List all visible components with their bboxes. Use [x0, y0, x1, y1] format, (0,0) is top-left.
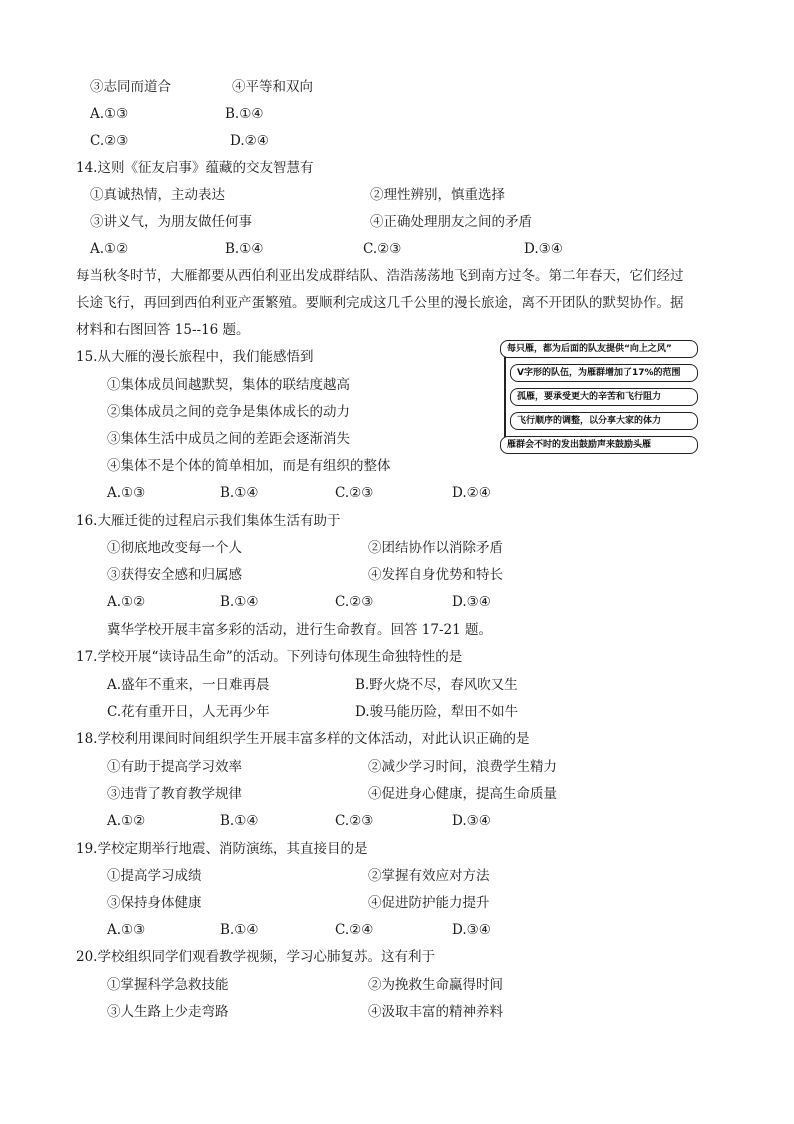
text-line: ②掌握有效应对方法 [368, 868, 490, 884]
text-line: D.③④ [524, 241, 563, 257]
text-line: D.③④ [452, 594, 491, 610]
text-line: C.②③ [335, 813, 374, 829]
text-line: A.①② [107, 594, 146, 610]
text-line: D.③④ [452, 813, 491, 829]
text-line: 冀华学校开展丰富多彩的活动，进行生命教育。回答 17-21 题。 [107, 622, 492, 638]
text-line: ③获得安全感和归属感 [107, 567, 242, 583]
text-line: ④平等和双向 [232, 79, 313, 95]
figure-item: 孤雁，要承受更大的辛苦和飞行阻力 [510, 388, 698, 406]
text-line: A.盛年不重来，一日难再晨 [107, 677, 270, 693]
text-line: ③志同而道合 [90, 79, 171, 95]
text-line: ④促进防护能力提升 [368, 895, 490, 911]
text-line: ④发挥自身优势和特长 [368, 567, 503, 583]
text-line: C.②③ [335, 485, 374, 501]
text-line: D.③④ [452, 922, 491, 938]
text-line: ②为挽救生命赢得时间 [368, 977, 503, 993]
text-line: B.①④ [220, 813, 259, 829]
text-line: A.①③ [90, 106, 129, 122]
text-line: C.花有重开日，人无再少年 [107, 704, 270, 720]
text-line: B.①④ [220, 594, 259, 610]
text-line: A.①② [107, 813, 146, 829]
text-line: C.②③ [335, 594, 374, 610]
text-line: ③讲义气，为朋友做任何事 [90, 214, 252, 230]
text-line: ④促进身心健康，提高生命质量 [368, 786, 557, 802]
text-line: B.①④ [220, 922, 259, 938]
text-line: B.野火烧不尽，春风吹又生 [355, 677, 518, 693]
text-line: ①掌握科学急救技能 [107, 977, 229, 993]
text-line: 17.学校开展“读诗品生命”的活动。下列诗句体现生命独特性的是 [76, 649, 463, 665]
text-line: 每当秋冬时节，大雁都要从西伯利亚出发成群结队、浩浩荡荡地飞到南方过冬。第二年春天，它们经过 [76, 268, 684, 284]
text-line: 20.学校组织同学们观看教学视频，学习心肺复苏。这有利于 [76, 949, 435, 965]
text-line: D.②④ [452, 485, 491, 501]
text-line: 18.学校利用课间时间组织学生开展丰富多样的文体活动，对此认识正确的是 [76, 731, 530, 747]
text-line: ③人生路上少走弯路 [107, 1004, 229, 1020]
text-line: A.①③ [107, 922, 146, 938]
figure-item: V字形的队伍，为雁群增加了17%的范围 [510, 364, 698, 382]
text-line: ①集体成员间越默契，集体的联结度越高 [107, 377, 350, 393]
text-line: A.①② [90, 241, 129, 257]
text-line: ②理性辨别，慎重选择 [370, 187, 505, 203]
text-line: D.骏马能历险，犁田不如牛 [355, 704, 519, 720]
text-line: C.②④ [335, 922, 374, 938]
text-line: ①真诚热情，主动表达 [90, 187, 225, 203]
text-line: 15.从大雁的漫长旅程中，我们能感悟到 [76, 349, 314, 365]
text-line: 19.学校定期举行地震、消防演练，其直接目的是 [76, 841, 368, 857]
text-line: ④正确处理朋友之间的矛盾 [370, 214, 532, 230]
text-line: ①彻底地改变每一个人 [107, 540, 242, 556]
text-line: ②集体成员之间的竞争是集体成长的动力 [107, 404, 350, 420]
text-line: A.①③ [107, 485, 146, 501]
text-line: ②团结协作以消除矛盾 [368, 540, 503, 556]
figure-item: 雁群会不时的发出鼓励声来鼓励头雁 [500, 436, 698, 454]
text-line: ④集体不是个体的简单相加，而是有组织的整体 [107, 458, 391, 474]
figure-item: 飞行顺序的调整，以分享大家的体力 [510, 412, 698, 430]
geese-flight-figure [494, 338, 706, 458]
text-line: 16.大雁迁徙的过程启示我们集体生活有助于 [76, 513, 341, 529]
text-line: B.①④ [220, 485, 259, 501]
text-line: C.②③ [363, 241, 402, 257]
text-line: ③违背了教育教学规律 [107, 786, 242, 802]
text-line: B.①④ [225, 106, 264, 122]
text-line: ④汲取丰富的精神养料 [368, 1004, 503, 1020]
text-line: ③保持身体健康 [107, 895, 202, 911]
text-line: ②减少学习时间，浪费学生精力 [368, 759, 557, 775]
text-line: 材料和右图回答 15--16 题。 [76, 322, 250, 338]
text-line: B.①④ [225, 241, 264, 257]
text-line: 14.这则《征友启事》蕴藏的交友智慧有 [76, 160, 314, 176]
text-line: ①提高学习成绩 [107, 868, 202, 884]
text-line: C.②③ [90, 133, 129, 149]
text-line: 长途飞行，再回到西伯利亚产蛋繁殖。要顺利完成这几千公里的漫长旅途，离不开团队的默契协作。据 [76, 295, 684, 311]
text-line: D.②④ [230, 133, 269, 149]
text-line: ③集体生活中成员之间的差距会逐渐消失 [107, 431, 350, 447]
figure-item: 每只雁，都为后面的队友提供“向上之风” [500, 340, 698, 358]
text-line: ①有助于提高学习效率 [107, 759, 242, 775]
figure-connector-line [504, 344, 506, 446]
